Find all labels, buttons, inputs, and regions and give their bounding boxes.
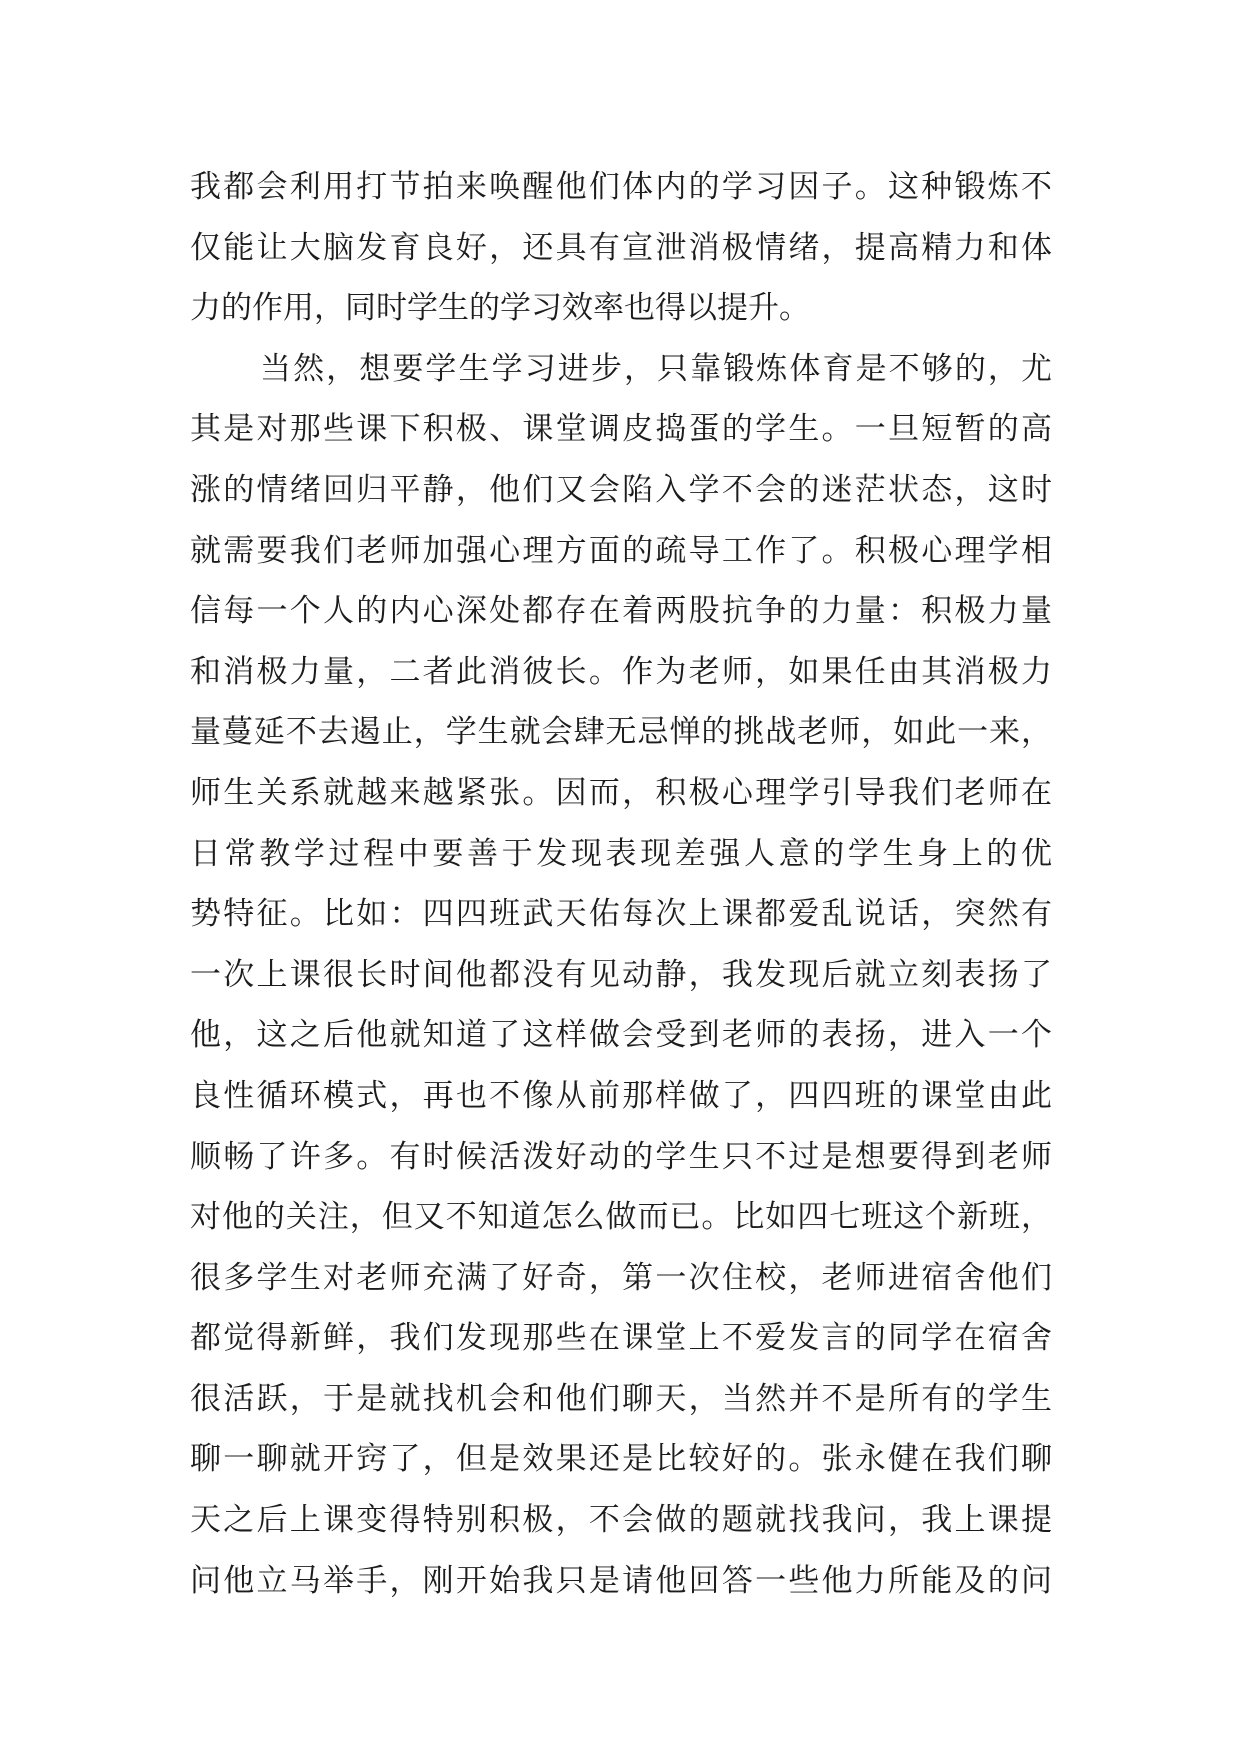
- text-line-15: 他，这之后他就知道了这样做会受到老师的表扬，进入一个: [190, 1017, 1052, 1054]
- text-line-5: 其是对那些课下积极、课堂调皮捣蛋的学生。一旦短暂的高: [190, 411, 1052, 448]
- text-line-21: 很活跃，于是就找机会和他们聊天，当然并不是所有的学生: [190, 1380, 1052, 1417]
- text-line-1: 我都会利用打节拍来唤醒他们体内的学习因子。这种锻炼不: [190, 169, 1052, 205]
- text-line-18: 对他的关注，但又不知道怎么做而已。比如四七班这个新班，: [190, 1199, 1052, 1236]
- text-line-17: 顺畅了许多。有时候活泼好动的学生只不过是想要得到老师: [190, 1138, 1052, 1175]
- text-line-24: 问他立马举手，刚开始我只是请他回答一些他力所能及的问: [190, 1562, 1052, 1599]
- text-line-3: 力的作用，同时学生的学习效率也得以提升。: [190, 290, 810, 327]
- text-line-7: 就需要我们老师加强心理方面的疏导工作了。积极心理学相: [190, 532, 1052, 569]
- text-line-6: 涨的情绪回归平静，他们又会陷入学不会的迷茫状态，这时: [190, 471, 1052, 508]
- text-line-14: 一次上课很长时间他都没有见动静，我发现后就立刻表扬了: [190, 956, 1052, 993]
- text-line-20: 都觉得新鲜，我们发现那些在课堂上不爱发言的同学在宿舍: [190, 1320, 1052, 1357]
- text-line-23: 天之后上课变得特别积极，不会做的题就找我问，我上课提: [190, 1502, 1052, 1539]
- text-line-19: 很多学生对老师充满了好奇，第一次住校，老师进宿舍他们: [190, 1259, 1052, 1296]
- text-line-16: 良性循环模式，再也不像从前那样做了，四四班的课堂由此: [190, 1077, 1052, 1114]
- text-line-8: 信每一个人的内心深处都存在着两股抗争的力量：积极力量: [190, 593, 1052, 630]
- text-line-11: 师生关系就越来越紧张。因而，积极心理学引导我们老师在: [190, 774, 1052, 811]
- text-line-22: 聊一聊就开窍了，但是效果还是比较好的。张永健在我们聊: [190, 1441, 1052, 1478]
- text-line-10: 量蔓延不去遏止，学生就会肆无忌惮的挑战老师，如此一来，: [190, 714, 1052, 751]
- text-line-13: 势特征。比如：四四班武天佑每次上课都爱乱说话，突然有: [190, 896, 1052, 933]
- paragraph-start-line: 当然，想要学生学习进步，只靠锻炼体育是不够的，尤: [260, 350, 1052, 387]
- text-line-9: 和消极力量，二者此消彼长。作为老师，如果任由其消极力: [190, 653, 1052, 690]
- text-line-2: 仅能让大脑发育良好，还具有宣泄消极情绪，提高精力和体: [190, 229, 1052, 266]
- body-text: [190, 157, 1052, 1611]
- text-line-12: 日常教学过程中要善于发现表现差强人意的学生身上的优: [190, 835, 1052, 872]
